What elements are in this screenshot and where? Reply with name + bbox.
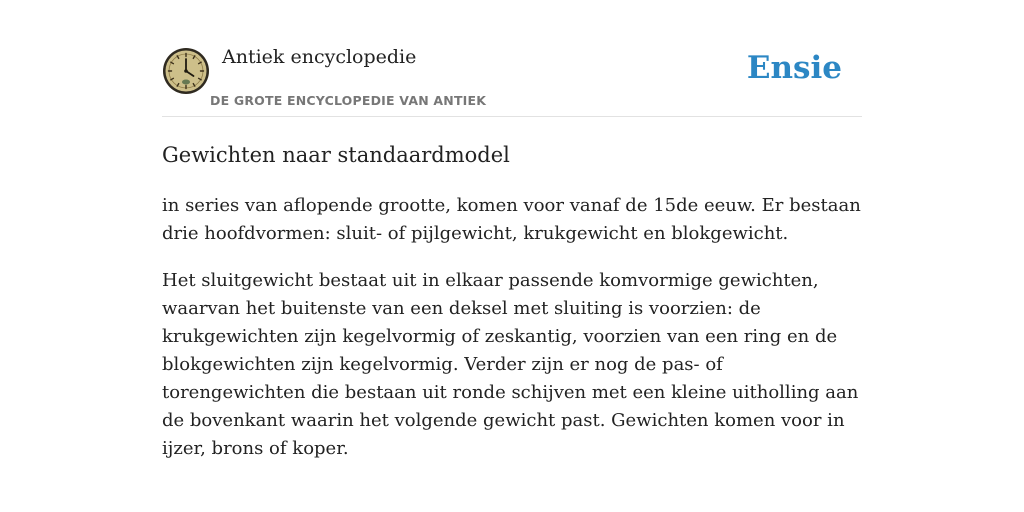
article (162, 138, 862, 463)
site-tagline: DE GROTE ENCYCLOPEDIE VAN ANTIEK (210, 93, 487, 108)
ensie-logo-link[interactable]: Ensie (746, 50, 842, 86)
article-paragraph: Het sluitgewicht bestaat uit in elkaar passende komvormige gewichten, waarvan het buitenste van een deksel met sluiting is voorzien: de krukgewichten zijn kegelvormig of zeskantig, voorzien van een ring en de blokgewichten zijn kegelvormig. Verder zijn er nog de pas- of torengewichten die bestaan uit ronde schijven met een kleine uitholling aan de bovenkant waarin het volgende gewicht past. Gewichten komen voor in ijzer, brons of koper. (162, 270, 859, 459)
site-header (162, 44, 862, 117)
antique-clock-icon[interactable] (162, 47, 210, 95)
article-title: Gewichten naar standaardmodel (162, 143, 510, 167)
site-name[interactable]: Antiek encyclopedie (222, 46, 417, 68)
article-paragraph: in series van aflopende grootte, komen voor vanaf de 15de eeuw. Er bestaan drie hoofdvormen: sluit- of pijlgewicht, krukgewicht en blokgewicht. (162, 195, 861, 244)
